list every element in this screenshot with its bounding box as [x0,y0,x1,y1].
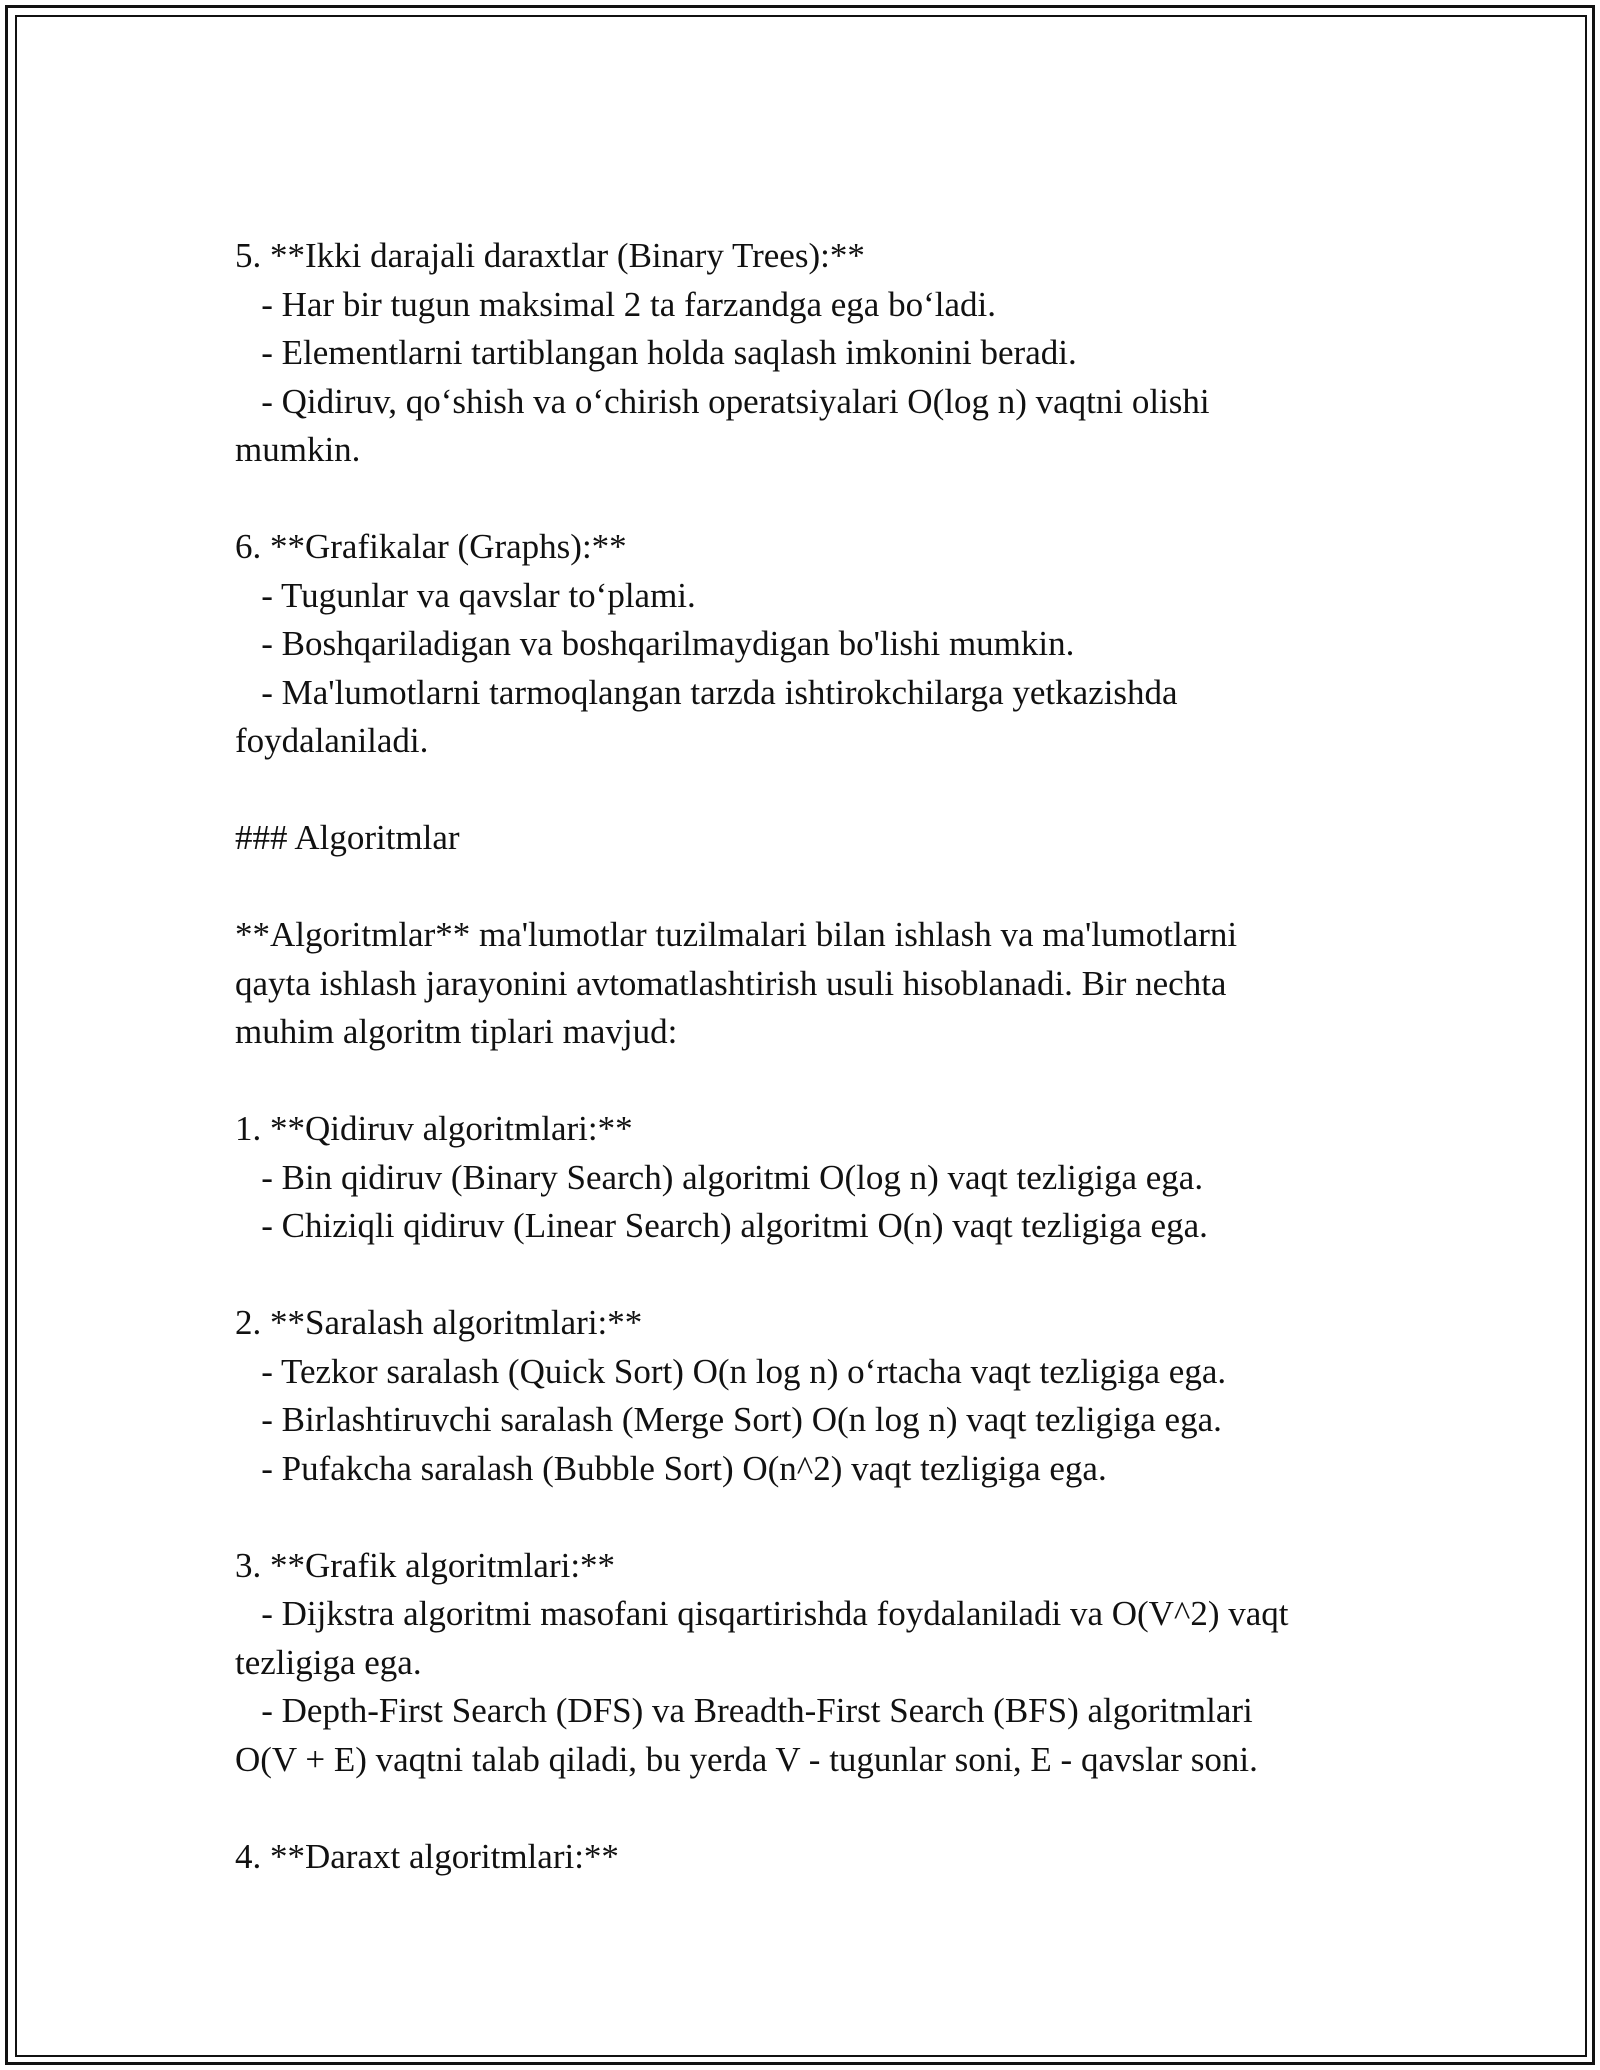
algo-3-heading: 3. **Grafik algoritmlari:** [235,1545,616,1585]
item-6-bullet-3: - Ma'lumotlarni tarmoqlangan tarzda ishtirokchilarga yetkazishda [235,672,1178,712]
blank-line [235,1057,1375,1106]
section-heading-algoritmlar: ### Algoritmlar [235,818,460,857]
algo-4-heading: 4. **Daraxt algoritmlari:** [235,1836,619,1876]
item-5-heading: 5. **Ikki darajali daraxtlar (Binary Trees):** [235,236,865,275]
algo-2-bullet-3: - Pufakcha saralash (Bubble Sort) O(n^2) vaqt tezligiga ega. [235,1448,1107,1488]
item-6-bullet-1: - Tugunlar va qavslar toʻplami. [235,575,696,615]
blank-line [235,766,1375,815]
algo-3-bullet-2: - Depth-First Search (DFS) va Breadth-First Search (BFS) algoritmlari [235,1691,1253,1730]
algo-1-bullet-1: - Bin qidiruv (Binary Search) algoritmi O(log n) vaqt tezligiga ega. [235,1157,1204,1197]
blank-line [235,1493,1375,1542]
document-body [235,232,1375,1881]
blank-line [235,1251,1375,1300]
algo-2-bullet-1: - Tezkor saralash (Quick Sort) O(n log n) oʻrtacha vaqt tezligiga ega. [235,1351,1227,1391]
algo-1-bullet-2: - Chiziqli qidiruv (Linear Search) algoritmi O(n) vaqt tezligiga ega. [235,1206,1208,1245]
item-6-bullet-3-cont: foydalaniladi. [235,721,429,760]
algo-2-heading: 2. **Saralash algoritmlari:** [235,1303,643,1342]
intro-paragraph-line-1: **Algoritmlar** ma'lumotlar tuzilmalari bilan ishlash va ma'lumotlarni [235,915,1238,954]
item-5-bullet-1: - Har bir tugun maksimal 2 ta farzandga ega boʻladi. [235,284,996,324]
item-5-bullet-3-cont: mumkin. [235,430,361,469]
item-5-bullet-2: - Elementlarni tartiblangan holda saqlash imkonini beradi. [235,333,1077,372]
blank-line [235,475,1375,524]
algo-3-bullet-2-cont: O(V + E) vaqtni talab qiladi, bu yerda V - tugunlar soni, E - qavslar soni. [235,1739,1258,1779]
algo-2-bullet-2: - Birlashtiruvchi saralash (Merge Sort) O(n log n) vaqt tezligiga ega. [235,1400,1222,1439]
intro-paragraph-line-2: qayta ishlash jarayonini avtomatlashtirish usuli hisoblanadi. Bir nechta [235,963,1227,1003]
item-6-heading: 6. **Grafikalar (Graphs):** [235,527,627,566]
item-6-bullet-2: - Boshqariladigan va boshqarilmaydigan bo'lishi mumkin. [235,624,1075,663]
algo-3-bullet-1-cont: tezligiga ega. [235,1642,422,1682]
intro-paragraph-line-3: muhim algoritm tiplari mavjud: [235,1012,678,1051]
item-5-bullet-3: - Qidiruv, qoʻshish va oʻchirish operatsiyalari O(log n) vaqtni olishi [235,381,1210,421]
algo-1-heading: 1. **Qidiruv algoritmlari:** [235,1109,633,1148]
algo-3-bullet-1: - Dijkstra algoritmi masofani qisqartirishda foydalaniladi va O(V^2) vaqt [235,1594,1289,1633]
blank-line [235,863,1375,912]
blank-line [235,1784,1375,1833]
